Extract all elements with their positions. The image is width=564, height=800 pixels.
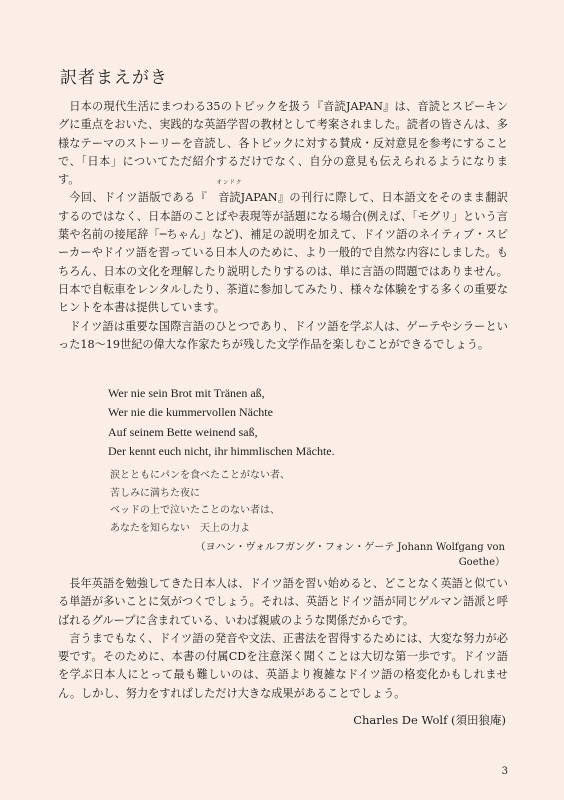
poem-line: Wer nie sein Brot mit Tränen aß, <box>108 386 265 400</box>
ruby-base: 音読 <box>218 191 241 205</box>
page-title: 訳者まえがき <box>60 68 168 89</box>
intro-paragraph-2 <box>58 180 508 317</box>
intro-paragraph-3: ドイツ語は重要な国際言語のひとつであり、ドイツ語を学ぶ人は、ゲーテやシラーといった18～19世紀の偉大な作家たちが残した文学作品を楽しむことができるでしょう。 <box>58 319 508 351</box>
translation-line: 苦しみに満ちた夜に <box>110 487 200 499</box>
intro-p2-rest: JAPAN』の刊行に際して、日本語文をそのまま翻訳するのではなく、日本語のことばや表現等が話題になる場合(例えば、「モグリ」という言葉や名前の接尾辞「─ちゃん」など)、補足の説明を加えて、ドイツ語のネイティブ・スピーカーやドイツ語を習っている日本人のために、より一般的で自然な内容にしました。もちろん、日本の文化を理解したり説明したりするのは、単に言語の問題ではありません。 日本で自転車をレンタルしたり、茶道に参加してみたり、様々な体験をする多くの重要なヒントを本書は提供しています。 <box>58 191 508 315</box>
poem-translation <box>110 467 290 537</box>
outro-section <box>58 575 508 703</box>
intro-p2-start: 今回、ドイツ語版である『 <box>69 191 208 205</box>
page-number: 3 <box>501 766 508 777</box>
translation-line: 涙とともにパンを食べたことがない者、 <box>110 470 290 481</box>
translator-signature: Charles De Wolf (須田狼庵) <box>353 713 506 727</box>
ruby-annotation: オンドク <box>216 180 243 187</box>
poem-line: Auf seinem Bette weinend saß, <box>108 424 258 439</box>
poem-attribution: （ヨハン・ヴォルフガング・フォン・ゲーテ Johann Wolfgang von Goethe） <box>195 542 505 568</box>
outro-paragraph-2: 言うまでもなく、ドイツ語の発音や文法、正書法を習得するためには、大変な努力が必要です。そのために、本書の付属CDを注意深く聞くことは大切な第一歩です。ドイツ語を学ぶ日本人にとって最も難しいのは、英語より複雑なドイツ語の格変化かもしれません。しかし、努力をすればしただけ大きな成果があることでしょう。 <box>58 631 508 700</box>
intro-section <box>58 98 508 354</box>
intro-paragraph-1: 日本の現代生活にまつわる35のトピックを扱う『音読JAPAN』は、音読とスピーキングに重点をおいた、実践的な英語学習の教材として考案されました。読者の皆さんは、多様なテーマのストーリーを音読し、各トピックに対する賛成・反対意見を参考にすることで、「日本」についてただ紹介するだけでなく、自分の意見も伝えられるようになります。 <box>58 100 508 187</box>
outro-paragraph-1: 長年英語を勉強してきた日本人は、ドイツ語を習い始めると、どことなく英語と似ている単語が多いことに気がつくでしょう。それは、英語とドイツ語が同じゲルマン語派と呼ばれるグループに含まれている、いわば親戚のような関係だからです。 <box>58 577 508 627</box>
goethe-poem <box>108 384 335 462</box>
ruby-ondoku <box>207 180 243 207</box>
poem-line: Wer nie die kummervollen Nächte <box>108 405 273 420</box>
translation-line: あなたを知らない 天上の力よ <box>110 522 250 534</box>
translation-line: ベッドの上で泣いたことのない者は、 <box>110 505 280 516</box>
poem-line: Der kennt euch nicht, ihr himmlischen Mächte. <box>108 444 335 459</box>
